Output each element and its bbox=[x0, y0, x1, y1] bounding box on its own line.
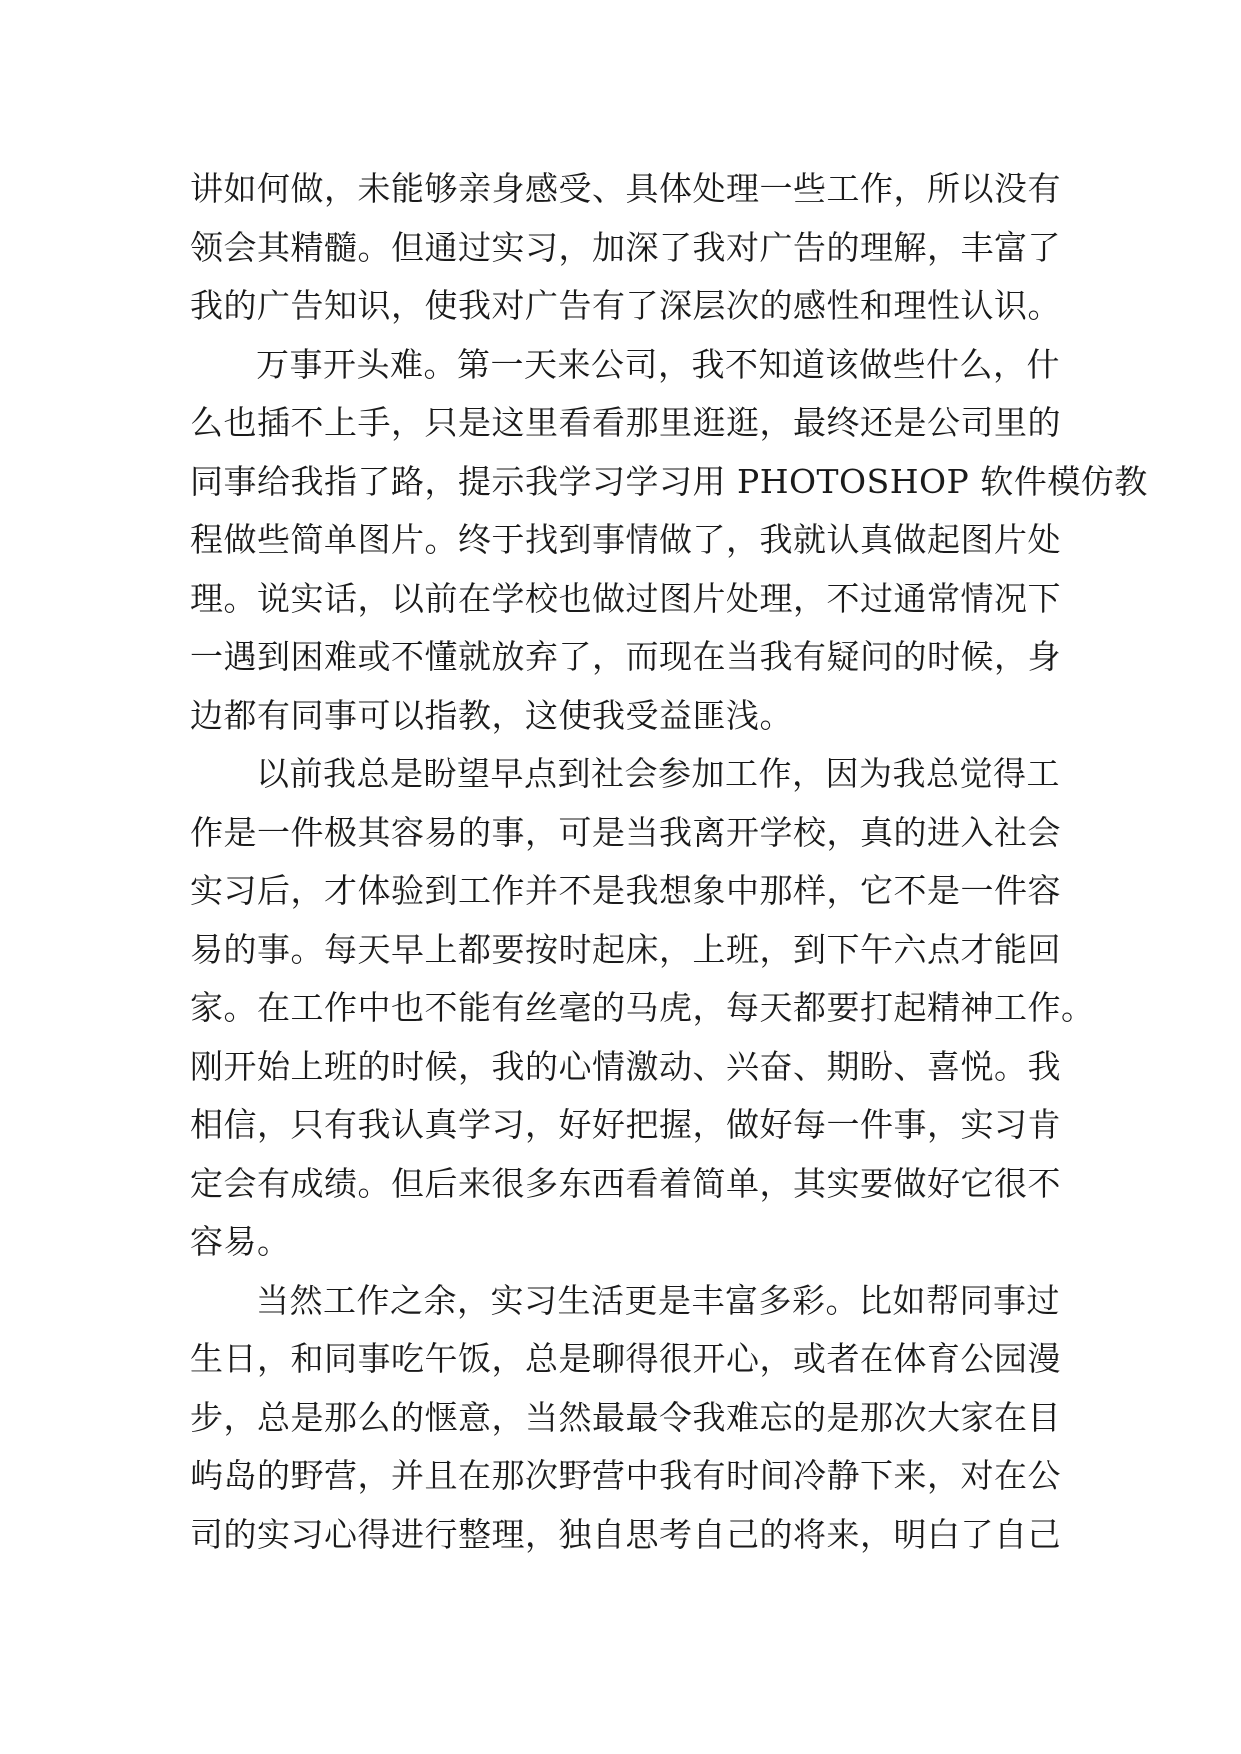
paragraph-first-line: 当然工作之余，实习生活更是丰富多彩。比如帮同事过 bbox=[256, 1280, 1060, 1320]
text-line: 领会其精髓。但通过实习，加深了我对广告的理解，丰富了 bbox=[190, 227, 1061, 267]
text-line: 同事给我指了路，提示我学习学习用 PHOTOSHOP 软件模仿教 bbox=[190, 461, 1148, 501]
text-line: 我的广告知识，使我对广告有了深层次的感性和理性认识。 bbox=[190, 286, 1061, 325]
paragraph-first-line: 万事开头难。第一天来公司，我不知道该做些什么，什 bbox=[256, 344, 1060, 384]
text-line: 边都有同事可以指教，这使我受益匪浅。 bbox=[190, 695, 793, 735]
text-line: 理。说实话，以前在学校也做过图片处理，不过通常情况下 bbox=[190, 578, 1061, 618]
text-line: 实习后，才体验到工作并不是我想象中那样，它不是一件容 bbox=[190, 871, 1061, 910]
text-line: 容易。 bbox=[190, 1222, 291, 1261]
text-line: 一遇到困难或不懂就放弃了，而现在当我有疑问的时候，身 bbox=[190, 637, 1061, 676]
text-line: 屿岛的野营，并且在那次野营中我有时间冷静下来，对在公 bbox=[190, 1456, 1061, 1495]
text-line: 程做些简单图片。终于找到事情做了，我就认真做起图片处 bbox=[190, 520, 1061, 559]
text-line: 定会有成绩。但后来很多东西看着简单，其实要做好它很不 bbox=[190, 1163, 1061, 1203]
body-text bbox=[190, 160, 1148, 1564]
text-line: 讲如何做，未能够亲身感受、具体处理一些工作，所以没有 bbox=[190, 169, 1061, 208]
text-line: 相信，只有我认真学习，好好把握，做好每一件事，实习肯 bbox=[190, 1105, 1061, 1144]
text-line: 作是一件极其容易的事，可是当我离开学校，真的进入社会 bbox=[190, 812, 1061, 852]
text-line: 生日，和同事吃午饭，总是聊得很开心，或者在体育公园漫 bbox=[190, 1339, 1061, 1378]
text-line: 司的实习心得进行整理，独自思考自己的将来，明白了自己 bbox=[190, 1514, 1061, 1554]
text-line: 么也插不上手，只是这里看看那里逛逛，最终还是公司里的 bbox=[190, 403, 1061, 442]
text-line: 家。在工作中也不能有丝毫的马虎，每天都要打起精神工作。 bbox=[190, 988, 1095, 1027]
text-line: 易的事。每天早上都要按时起床，上班，到下午六点才能回 bbox=[190, 929, 1061, 969]
paragraph-first-line: 以前我总是盼望早点到社会参加工作，因为我总觉得工 bbox=[256, 754, 1060, 793]
text-line: 刚开始上班的时候，我的心情激动、兴奋、期盼、喜悦。我 bbox=[190, 1046, 1061, 1086]
text-line: 步，总是那么的惬意，当然最最令我难忘的是那次大家在目 bbox=[190, 1397, 1061, 1437]
